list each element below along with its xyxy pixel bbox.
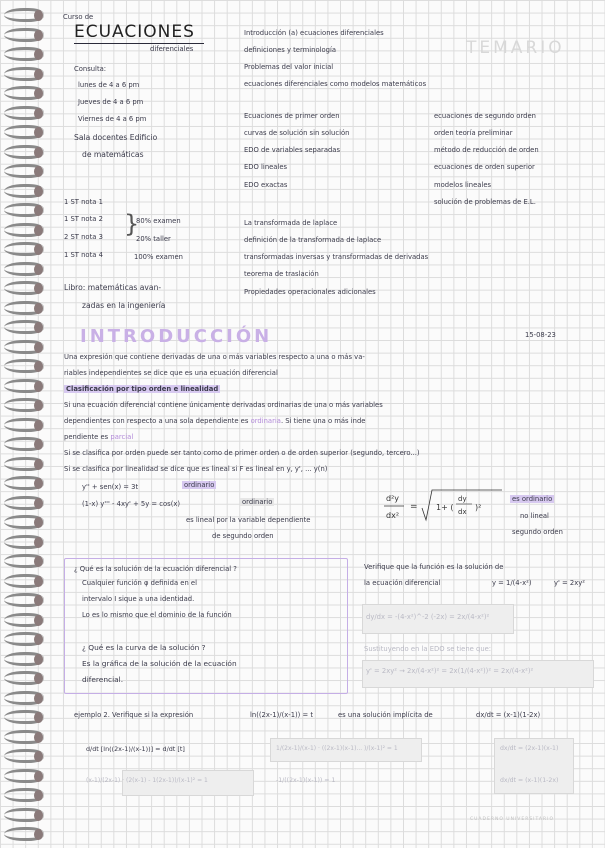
answer-line: Es la gráfica de la solución de la ecuación — [82, 659, 237, 668]
svg-text:d²y: d²y — [386, 494, 400, 503]
punch-hole — [34, 517, 43, 528]
equation-note: segundo orden — [512, 528, 563, 536]
spiral-binding — [0, 0, 52, 848]
svg-text:dx: dx — [458, 508, 467, 516]
syllabus-item: EDO lineales — [244, 163, 288, 171]
working-line: dx/dt = (x-1)(1-2x) — [500, 777, 559, 784]
punch-hole — [34, 342, 43, 353]
punch-hole — [34, 283, 43, 294]
punch-hole — [34, 30, 43, 41]
punch-hole — [34, 810, 43, 821]
working-line: 1/(2x-1)/(x-1) · ((2x-1)(x-1)... )/(x-1)² = 1 — [276, 745, 398, 752]
course-label: Curso de — [63, 13, 94, 21]
example-equation: (1-x) y''' - 4xy' + 5y = cos(x) — [82, 500, 181, 508]
punch-hole — [34, 420, 43, 431]
paragraph-line: riables independientes se dice que es una ecuación diferencial — [64, 369, 278, 377]
location-line: de matemáticas — [82, 150, 144, 159]
syllabus-item: ecuaciones de orden superior — [434, 163, 535, 171]
punch-hole — [34, 615, 43, 626]
punch-hole — [34, 205, 43, 216]
paragraph-line: Si se clasifica por linealidad se dice que es lineal si F es lineal en y, y', ... y(n) — [64, 465, 328, 473]
schedule-line: Viernes de 4 a 6 pm — [78, 115, 147, 123]
schedule-line: Jueves de 4 a 6 pm — [78, 98, 144, 106]
syllabus-item: ecuaciones de segundo orden — [434, 112, 536, 120]
punch-hole — [34, 790, 43, 801]
grade-line: 1 ST nota 4 — [64, 251, 103, 259]
equation-note: es lineal por la variable dependiente — [186, 516, 311, 524]
paragraph-line: dependientes con respecto a una sola dependiente es ordinaria. Si tiene una o más inde — [64, 417, 366, 425]
paragraph-line: Una expresión que contiene derivadas de una o más variables respecto a una o más va- — [64, 353, 365, 361]
answer-line: intervalo I sique a una identidad. — [82, 595, 195, 603]
location-line: Sala docentes Edificio — [74, 133, 158, 142]
punch-hole — [34, 576, 43, 587]
syllabus-item: método de reducción de orden — [434, 146, 539, 154]
grade-line: 1 ST nota 1 — [64, 198, 103, 206]
punch-hole — [34, 108, 43, 119]
punch-hole — [34, 673, 43, 684]
example-text: es una solución implícita de — [338, 711, 433, 719]
punch-hole — [34, 732, 43, 743]
punch-hole — [34, 49, 43, 60]
punch-hole — [34, 264, 43, 275]
verify-equation: y' = 2xy² — [554, 579, 586, 587]
svg-text:dx²: dx² — [386, 511, 400, 520]
punch-hole — [34, 478, 43, 489]
punch-hole — [34, 595, 43, 606]
punch-hole — [34, 147, 43, 158]
brace-icon: } — [124, 210, 140, 238]
question: ¿ Qué es la curva de la solución ? — [82, 643, 206, 652]
syllabus-item: ecuaciones diferenciales como modelos matemáticos — [244, 80, 427, 88]
example-equation: dx/dt = (x-1)(1-2x) — [476, 711, 541, 719]
answer-line: diferencial. — [82, 675, 124, 684]
punch-hole — [34, 225, 43, 236]
punch-hole — [34, 361, 43, 372]
punch-hole — [34, 771, 43, 782]
punch-hole — [34, 537, 43, 548]
syllabus-item: orden teoría preliminar — [434, 129, 513, 137]
equation-tag: ordinario — [242, 498, 273, 506]
working-line: -1/((2x-1)(x-1)) = 1 — [276, 777, 336, 784]
punch-hole — [34, 712, 43, 723]
answer-line: Cualquier función φ definida en el — [82, 579, 197, 587]
syllabus-item: modelos lineales — [434, 181, 492, 189]
syllabus-item: teorema de traslación — [244, 270, 319, 278]
equation-tag: ordinario — [184, 481, 215, 489]
verify-function: y = 1/(4-x²) — [492, 579, 532, 587]
punch-hole — [34, 244, 43, 255]
example-expression: ln((2x-1)/(x-1)) = t — [250, 711, 314, 719]
grade-weight: 80% examen — [136, 217, 181, 225]
punch-hole — [34, 439, 43, 450]
punch-hole — [34, 166, 43, 177]
syllabus-item: curvas de solución sin solución — [244, 129, 350, 137]
punch-hole — [34, 829, 43, 840]
svg-text:dy: dy — [458, 495, 467, 503]
paragraph-line: pendiente es parcial — [64, 433, 134, 441]
syllabus-item: La transformada de laplace — [244, 219, 338, 227]
equation-note: no lineal — [520, 512, 549, 520]
example-heading: ejemplo 2. Verifique si la expresión — [74, 711, 194, 719]
page-subtitle: diferenciales — [150, 45, 194, 53]
verify-line: la ecuación diferencial — [364, 579, 441, 587]
page-title: ECUACIONES — [74, 22, 195, 42]
equation-tag: es ordinario — [512, 495, 553, 503]
classification-heading: Clasificación por tipo orden e linealidad — [66, 385, 219, 393]
punch-hole — [34, 751, 43, 762]
punch-hole — [34, 322, 43, 333]
answer-line: Lo es lo mismo que el dominio de la función — [82, 611, 232, 619]
punch-hole — [34, 127, 43, 138]
grade-line: 2 ST nota 3 — [64, 233, 103, 241]
temario-heading: TEMARIO — [466, 38, 565, 58]
syllabus-item: transformadas inversas y transformadas de derivadas — [244, 253, 429, 261]
paragraph-line: Si se clasifica por orden puede ser tanto como de primer orden o de orden superior (segundo, tercero...) — [64, 449, 420, 457]
grade-line: 1 ST nota 2 — [64, 215, 103, 223]
syllabus-item: definiciones y terminología — [244, 46, 337, 54]
working-line: y' = 2xy² → 2x/(4-x²)² = 2x(1/(4-x²))² = 2x/(4-x²)² — [366, 667, 534, 675]
punch-hole — [34, 556, 43, 567]
footer-brand: CUADERNO UNIVERSITARIO — [470, 817, 554, 822]
paragraph-line: Si una ecuación diferencial contiene únicamente derivadas ordinarias de una o más variables — [64, 401, 383, 409]
syllabus-item: EDO exactas — [244, 181, 288, 189]
syllabus-item: definición de la transformada de laplace — [244, 236, 382, 244]
syllabus-item: Problemas del valor inicial — [244, 63, 334, 71]
punch-hole — [34, 88, 43, 99]
working-line: d/dt [ln((2x-1)/(x-1))] = d/dt [t] — [86, 745, 185, 753]
working-line: dx/dt = (2x-1)(x-1) — [500, 745, 559, 752]
syllabus-item: solución de problemas de E.L. — [434, 198, 536, 206]
punch-hole — [34, 634, 43, 645]
grade-weight: 20% taller — [136, 235, 171, 243]
syllabus-item: EDO de variables separadas — [244, 146, 340, 154]
punch-hole — [34, 186, 43, 197]
working-line: Sustituyendo en la EDO se tiene que: — [364, 645, 492, 653]
section-date: 15-08-23 — [525, 331, 556, 339]
working-line: (x-1)/(2x-1) · (2(x-1) - 1(2x-1))/(x-1)² = 1 — [86, 777, 208, 784]
punch-hole — [34, 459, 43, 470]
book-line: Libro: matemáticas avan- — [64, 283, 162, 292]
svg-text:1+ (: 1+ ( — [436, 503, 454, 512]
question: ¿ Qué es la solución de la ecuación diferencial ? — [74, 565, 237, 573]
punch-hole — [34, 498, 43, 509]
svg-text:=: = — [410, 502, 418, 512]
verify-line: Verifique que la función es la solución de — [364, 563, 504, 571]
punch-hole — [34, 400, 43, 411]
punch-hole — [34, 381, 43, 392]
punch-hole — [34, 654, 43, 665]
punch-hole — [34, 693, 43, 704]
punch-hole — [34, 69, 43, 80]
example-equation: y'' + sen(x) = 3t — [82, 483, 139, 491]
punch-hole — [34, 10, 43, 21]
punch-hole — [34, 303, 43, 314]
svg-text:)²: )² — [475, 503, 482, 512]
grade-weight: 100% examen — [134, 253, 183, 261]
schedule-line: lunes de 4 a 6 pm — [78, 81, 140, 89]
nonlinear-equation — [380, 486, 510, 528]
book-line: zadas en la ingeniería — [82, 301, 166, 310]
consulta-label: Consulta: — [74, 65, 107, 73]
syllabus-item: Ecuaciones de primer orden — [244, 112, 340, 120]
section-heading: INTRODUCCIÓN — [80, 326, 273, 347]
syllabus-item: Propiedades operacionales adicionales — [244, 288, 376, 296]
working-line: dy/dx = -(4-x²)^-2 (-2x) = 2x/(4-x²)² — [366, 613, 490, 621]
equation-note: de segundo orden — [212, 532, 274, 540]
syllabus-item: Introducción (a) ecuaciones diferenciales — [244, 29, 384, 37]
